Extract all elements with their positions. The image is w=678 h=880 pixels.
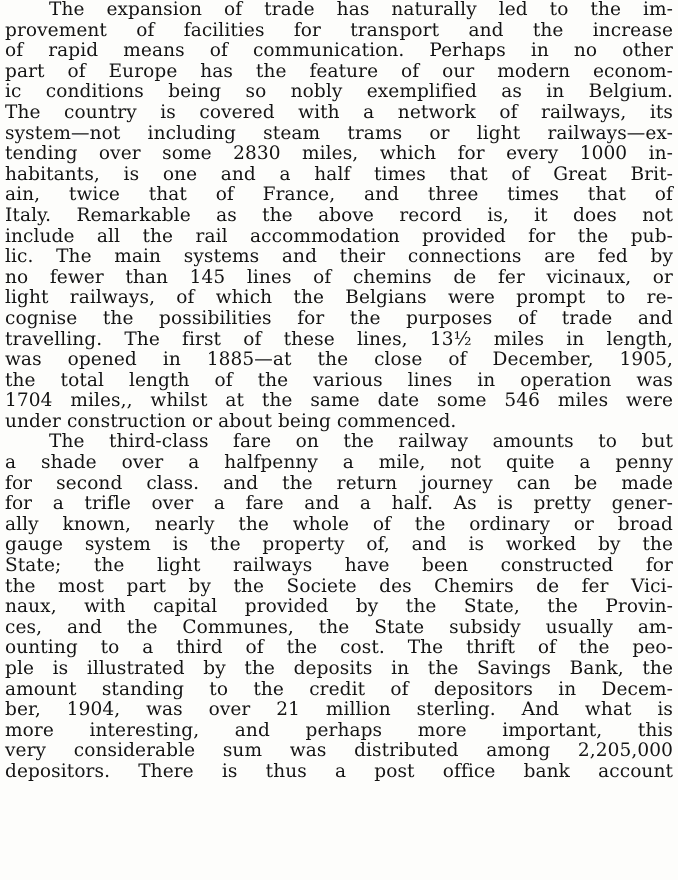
text-line: the most part by the Societe des Chemirs de fer Vici-: [5, 575, 673, 597]
text-line: no fewer than 145 lines of chemins de fer vicinaux, or: [5, 266, 673, 288]
text-line: part of Europe has the feature of our modern econom-: [5, 60, 673, 82]
text-line: The country is covered with a network of railways, its: [5, 101, 673, 123]
text-line: 1704 miles,, whilst at the same date some 546 miles were: [5, 390, 673, 412]
text-line: ces, and the Communes, the State subsidy usually am-: [5, 616, 673, 638]
text-line: amount standing to the credit of depositors in Decem-: [5, 678, 673, 700]
text-line: more interesting, and perhaps more important, this: [5, 719, 673, 741]
text-line: the total length of the various lines in operation was: [5, 369, 673, 391]
text-line: Italy. Remarkable as the above record is, it does not: [5, 204, 673, 226]
text-line: ain, twice that of France, and three times that of: [5, 184, 673, 206]
text-line: ber, 1904, was over 21 million sterling. And what is: [5, 699, 673, 721]
text-line: naux, with capital provided by the State, the Provin-: [5, 596, 673, 618]
text-line: light railways, of which the Belgians were prompt to re-: [5, 287, 673, 309]
text-line: cognise the possibilities for the purposes of trade and: [5, 307, 673, 329]
text-line: provement of facilities for transport and the increase: [5, 19, 673, 41]
text-line: ple is illustrated by the deposits in the Savings Bank, the: [5, 658, 673, 679]
text-line: ic conditions being so nobly exemplified as in Belgium.: [5, 81, 673, 103]
article-text-column: [5, 0, 673, 783]
text-line: include all the rail accommodation provided for the pub-: [5, 225, 673, 247]
text-line: for a trifle over a fare and a half. As is pretty gener-: [5, 493, 673, 515]
text-line: tending over some 2830 miles, which for every 1000 in-: [5, 143, 673, 165]
text-line: very considerable sum was distributed among 2,205,000: [5, 740, 673, 762]
text-line: a shade over a halfpenny a mile, not quite a penny: [5, 452, 673, 474]
text-line: was opened in 1885—at the close of December, 1905,: [5, 349, 673, 371]
text-line: The third-class fare on the railway amounts to but: [49, 431, 673, 453]
text-line: gauge system is the property of, and is worked by the: [5, 534, 673, 556]
text-line: State; the light railways have been constructed for: [5, 555, 673, 577]
text-line: ounting to a third of the cost. The thrift of the peo-: [5, 637, 673, 659]
text-line: travelling. The first of these lines, 13½ miles in length,: [5, 328, 673, 350]
paragraph: [5, 0, 673, 432]
text-line: lic. The main systems and their connections are fed by: [5, 246, 673, 268]
text-line: The expansion of trade has naturally led to the im-: [49, 0, 673, 20]
text-line: under construction or about being commenced.: [5, 410, 457, 432]
text-line: system—not including steam trams or light railways—ex-: [5, 122, 673, 144]
text-line: ally known, nearly the whole of the ordinary or broad: [5, 513, 673, 535]
paragraph: [5, 432, 673, 782]
text-line: habitants, is one and a half times that of Great Brit-: [5, 163, 673, 185]
text-line: of rapid means of communication. Perhaps in no other: [5, 40, 673, 62]
text-line: for second class. and the return journey can be made: [5, 472, 673, 494]
text-line: depositors. There is thus a post office bank account: [5, 760, 673, 782]
